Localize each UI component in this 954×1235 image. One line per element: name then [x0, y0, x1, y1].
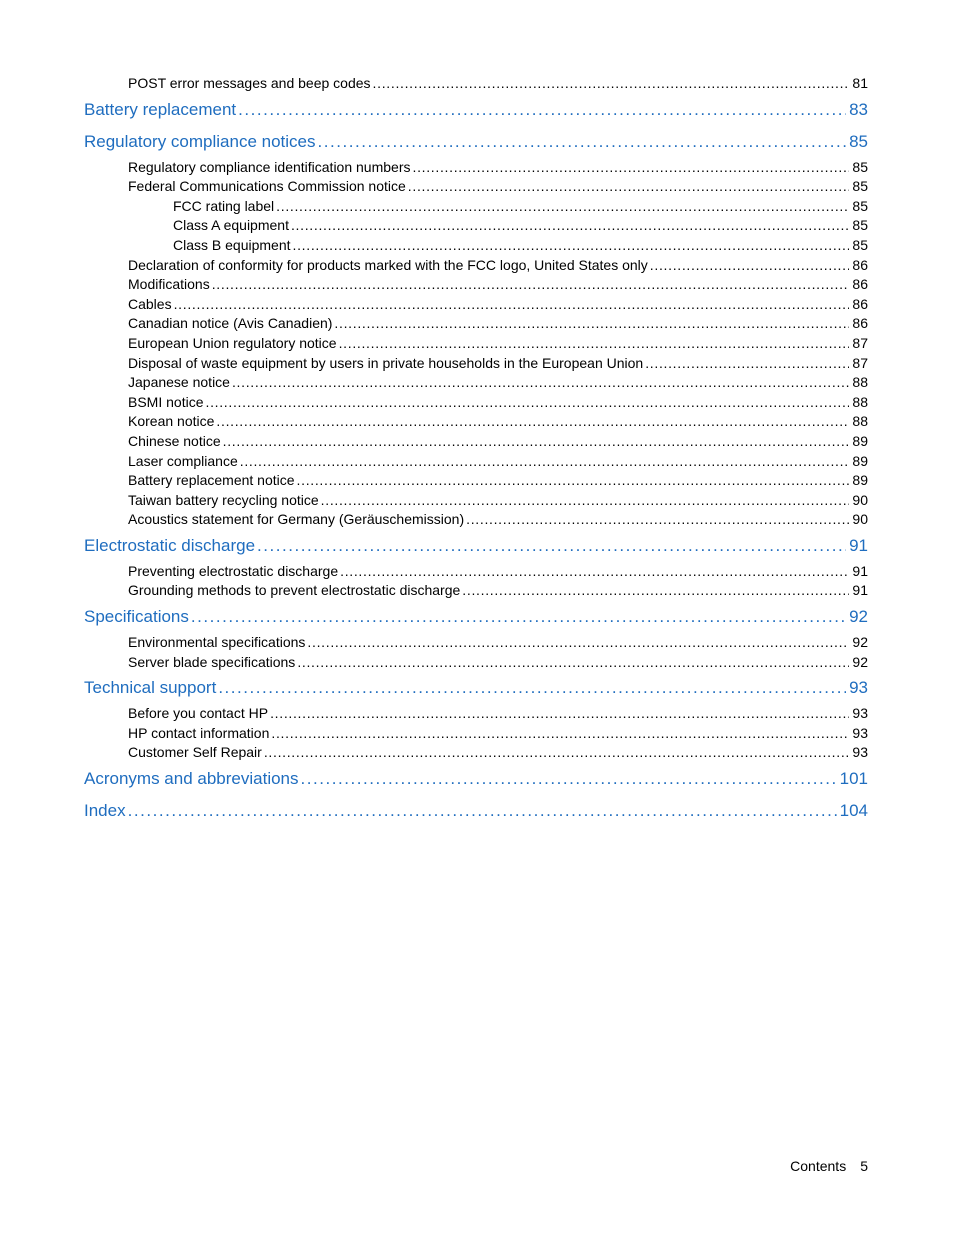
- dot-leader: [257, 530, 846, 562]
- toc-entry-page-number[interactable]: 87: [852, 354, 868, 371]
- toc-entry-page-number[interactable]: 93: [849, 678, 868, 698]
- toc-section-entry[interactable]: [84, 295, 868, 315]
- dot-leader: [645, 354, 849, 374]
- toc-entry-page-number[interactable]: 90: [852, 491, 868, 508]
- dot-leader: [301, 763, 837, 795]
- toc-entry-page-number[interactable]: 85: [852, 158, 868, 175]
- toc-entry-page-number[interactable]: 93: [852, 705, 868, 722]
- toc-section-entry[interactable]: [84, 432, 868, 452]
- toc-entry-page-number[interactable]: 91: [852, 582, 868, 599]
- toc-entry-title[interactable]: BSMI notice: [128, 393, 204, 410]
- dot-leader: [293, 236, 850, 256]
- footer-page-number: 5: [860, 1158, 868, 1174]
- toc-entry-page-number[interactable]: 86: [852, 315, 868, 332]
- toc-section-entry[interactable]: [84, 197, 868, 217]
- dot-leader: [408, 177, 850, 197]
- toc-entry-page-number[interactable]: 85: [852, 236, 868, 253]
- dot-leader: [291, 216, 849, 236]
- dot-leader: [334, 314, 849, 334]
- toc-section-entry[interactable]: [84, 393, 868, 413]
- toc-entry-title[interactable]: Chinese notice: [128, 432, 221, 449]
- dot-leader: [240, 452, 850, 472]
- toc-section-entry[interactable]: [84, 452, 868, 472]
- toc-section-entry[interactable]: [84, 743, 868, 763]
- toc-section-entry[interactable]: [84, 471, 868, 491]
- toc-section-entry[interactable]: [84, 177, 868, 197]
- toc-section-entry[interactable]: [84, 236, 868, 256]
- toc-section-entry[interactable]: [84, 562, 868, 582]
- toc-entry-title[interactable]: Modifications: [128, 276, 210, 293]
- toc-entry-title[interactable]: FCC rating label: [173, 197, 275, 214]
- toc-entry-title[interactable]: Korean notice: [128, 413, 215, 430]
- toc-entry-page-number[interactable]: 91: [849, 535, 868, 555]
- toc-section-entry[interactable]: [84, 275, 868, 295]
- dot-leader: [191, 601, 846, 633]
- toc-entry-title[interactable]: Disposal of waste equipment by users in private households in the European Union: [128, 354, 644, 371]
- toc-entry-title[interactable]: Battery replacement: [84, 99, 237, 119]
- toc-entry-title[interactable]: Acronyms and abbreviations: [84, 769, 299, 789]
- toc-entry-title[interactable]: Customer Self Repair: [128, 744, 262, 761]
- toc-chapter-entry[interactable]: [84, 763, 868, 795]
- toc-entry-title[interactable]: Server blade specifications: [128, 653, 296, 670]
- toc-entry-title[interactable]: European Union regulatory notice: [128, 334, 337, 351]
- toc-chapter-entry[interactable]: [84, 601, 868, 633]
- toc-entry-title[interactable]: Class B equipment: [173, 236, 291, 253]
- dot-leader: [270, 704, 849, 724]
- toc-entry-title[interactable]: Canadian notice (Avis Canadien): [128, 315, 333, 332]
- toc-entry-page-number[interactable]: 86: [852, 256, 868, 273]
- toc-entry-page-number[interactable]: 85: [852, 178, 868, 195]
- toc-chapter-entry[interactable]: [84, 795, 868, 827]
- dot-leader: [271, 724, 849, 744]
- toc-entry-page-number[interactable]: 85: [852, 217, 868, 234]
- dot-leader: [373, 74, 850, 94]
- toc-entry-title[interactable]: Index: [84, 801, 126, 821]
- toc-entry-page-number[interactable]: 86: [852, 295, 868, 312]
- toc-section-entry[interactable]: [84, 158, 868, 178]
- toc-entry-page-number[interactable]: 92: [849, 607, 868, 627]
- toc-entry-page-number[interactable]: 89: [852, 452, 868, 469]
- toc-entry-title[interactable]: Declaration of conformity for products marked with the FCC logo, United States only: [128, 256, 648, 273]
- dot-leader: [232, 373, 849, 393]
- toc-entry-page-number[interactable]: 93: [852, 724, 868, 741]
- dot-leader: [412, 158, 849, 178]
- toc-section-entry[interactable]: [84, 216, 868, 236]
- toc-entry-title[interactable]: POST error messages and beep codes: [128, 75, 371, 91]
- toc-section-entry[interactable]: [84, 334, 868, 354]
- dot-leader: [238, 94, 846, 126]
- toc-section-entry[interactable]: [84, 724, 868, 744]
- toc-entry-page-number[interactable]: 81: [852, 75, 868, 91]
- dot-leader: [212, 275, 850, 295]
- toc-section-entry[interactable]: [84, 354, 868, 374]
- toc-section-entry[interactable]: [84, 581, 868, 601]
- toc-section-entry[interactable]: [84, 373, 868, 393]
- dot-leader: [264, 743, 850, 763]
- toc-entry-title[interactable]: Japanese notice: [128, 374, 230, 391]
- toc-entry-page-number[interactable]: 92: [852, 634, 868, 651]
- page-footer: [790, 1158, 868, 1174]
- toc-entry-title[interactable]: Laser compliance: [128, 452, 238, 469]
- dot-leader: [216, 412, 849, 432]
- dot-leader: [321, 491, 850, 511]
- toc-entry-title[interactable]: Class A equipment: [173, 217, 289, 234]
- dot-leader: [339, 334, 850, 354]
- dot-leader: [340, 562, 849, 582]
- toc-entry-page-number[interactable]: 88: [852, 393, 868, 410]
- toc-section-entry[interactable]: [84, 633, 868, 653]
- dot-leader: [318, 126, 847, 158]
- toc-section-entry[interactable]: [84, 491, 868, 511]
- toc-entry-title[interactable]: Acoustics statement for Germany (Geräuschemission): [128, 511, 465, 528]
- toc-entry-page-number[interactable]: 91: [852, 562, 868, 579]
- dot-leader: [276, 197, 849, 217]
- toc-entry-page-number[interactable]: 88: [852, 374, 868, 391]
- table-of-contents: [84, 74, 868, 827]
- toc-entry-page-number[interactable]: 85: [849, 131, 868, 151]
- toc-entry-title[interactable]: HP contact information: [128, 724, 270, 741]
- dot-leader: [297, 471, 850, 491]
- toc-entry-title[interactable]: Technical support: [84, 678, 217, 698]
- toc-entry-title[interactable]: Before you contact HP: [128, 705, 269, 722]
- toc-entry-title[interactable]: Battery replacement notice: [128, 472, 295, 489]
- toc-entry-page-number[interactable]: 86: [852, 276, 868, 293]
- toc-entry-page-number[interactable]: 88: [852, 413, 868, 430]
- toc-entry-page-number[interactable]: 90: [852, 511, 868, 528]
- dot-leader: [223, 432, 850, 452]
- toc-entry-page-number[interactable]: 85: [852, 197, 868, 214]
- toc-entry-title[interactable]: Regulatory compliance notices: [84, 131, 316, 151]
- toc-chapter-entry[interactable]: [84, 672, 868, 704]
- toc-entry-title[interactable]: Environmental specifications: [128, 634, 306, 651]
- dot-leader: [174, 295, 850, 315]
- dot-leader: [650, 256, 850, 276]
- dot-leader: [462, 581, 849, 601]
- toc-entry-page-number[interactable]: 92: [852, 653, 868, 670]
- toc-entry-page-number[interactable]: 93: [852, 744, 868, 761]
- footer-section-label: Contents: [790, 1158, 847, 1174]
- toc-section-entry[interactable]: [84, 510, 868, 530]
- toc-entry-page-number[interactable]: 83: [849, 99, 868, 119]
- dot-leader: [466, 510, 849, 530]
- toc-section-entry[interactable]: [84, 256, 868, 276]
- toc-entry-title[interactable]: Federal Communications Commission notice: [128, 178, 406, 195]
- dot-leader: [218, 672, 846, 704]
- toc-entry-title[interactable]: Cables: [128, 295, 172, 312]
- toc-entry-page-number[interactable]: 89: [852, 432, 868, 449]
- toc-section-entry[interactable]: [84, 653, 868, 673]
- toc-chapter-entry[interactable]: [84, 530, 868, 562]
- toc-entry-title[interactable]: Specifications: [84, 607, 189, 627]
- toc-entry-page-number[interactable]: 89: [852, 472, 868, 489]
- dot-leader: [128, 795, 837, 827]
- toc-entry-title[interactable]: Grounding methods to prevent electrostatic discharge: [128, 582, 461, 599]
- toc-section-entry[interactable]: [84, 704, 868, 724]
- toc-entry-page-number[interactable]: 87: [852, 334, 868, 351]
- toc-entry-title[interactable]: Preventing electrostatic discharge: [128, 562, 339, 579]
- toc-chapter-entry[interactable]: [84, 126, 868, 158]
- toc-entry-title[interactable]: Electrostatic discharge: [84, 535, 256, 555]
- toc-chapter-entry[interactable]: [84, 94, 868, 126]
- dot-leader: [297, 653, 849, 673]
- toc-entry-page-number[interactable]: 104: [839, 801, 868, 821]
- toc-entry-title[interactable]: Regulatory compliance identification numbers: [128, 158, 411, 175]
- toc-section-entry[interactable]: [84, 74, 868, 94]
- toc-entry-page-number[interactable]: 101: [839, 769, 868, 789]
- dot-leader: [205, 393, 849, 413]
- toc-section-entry[interactable]: [84, 314, 868, 334]
- toc-section-entry[interactable]: [84, 412, 868, 432]
- toc-entry-title[interactable]: Taiwan battery recycling notice: [128, 491, 319, 508]
- dot-leader: [307, 633, 849, 653]
